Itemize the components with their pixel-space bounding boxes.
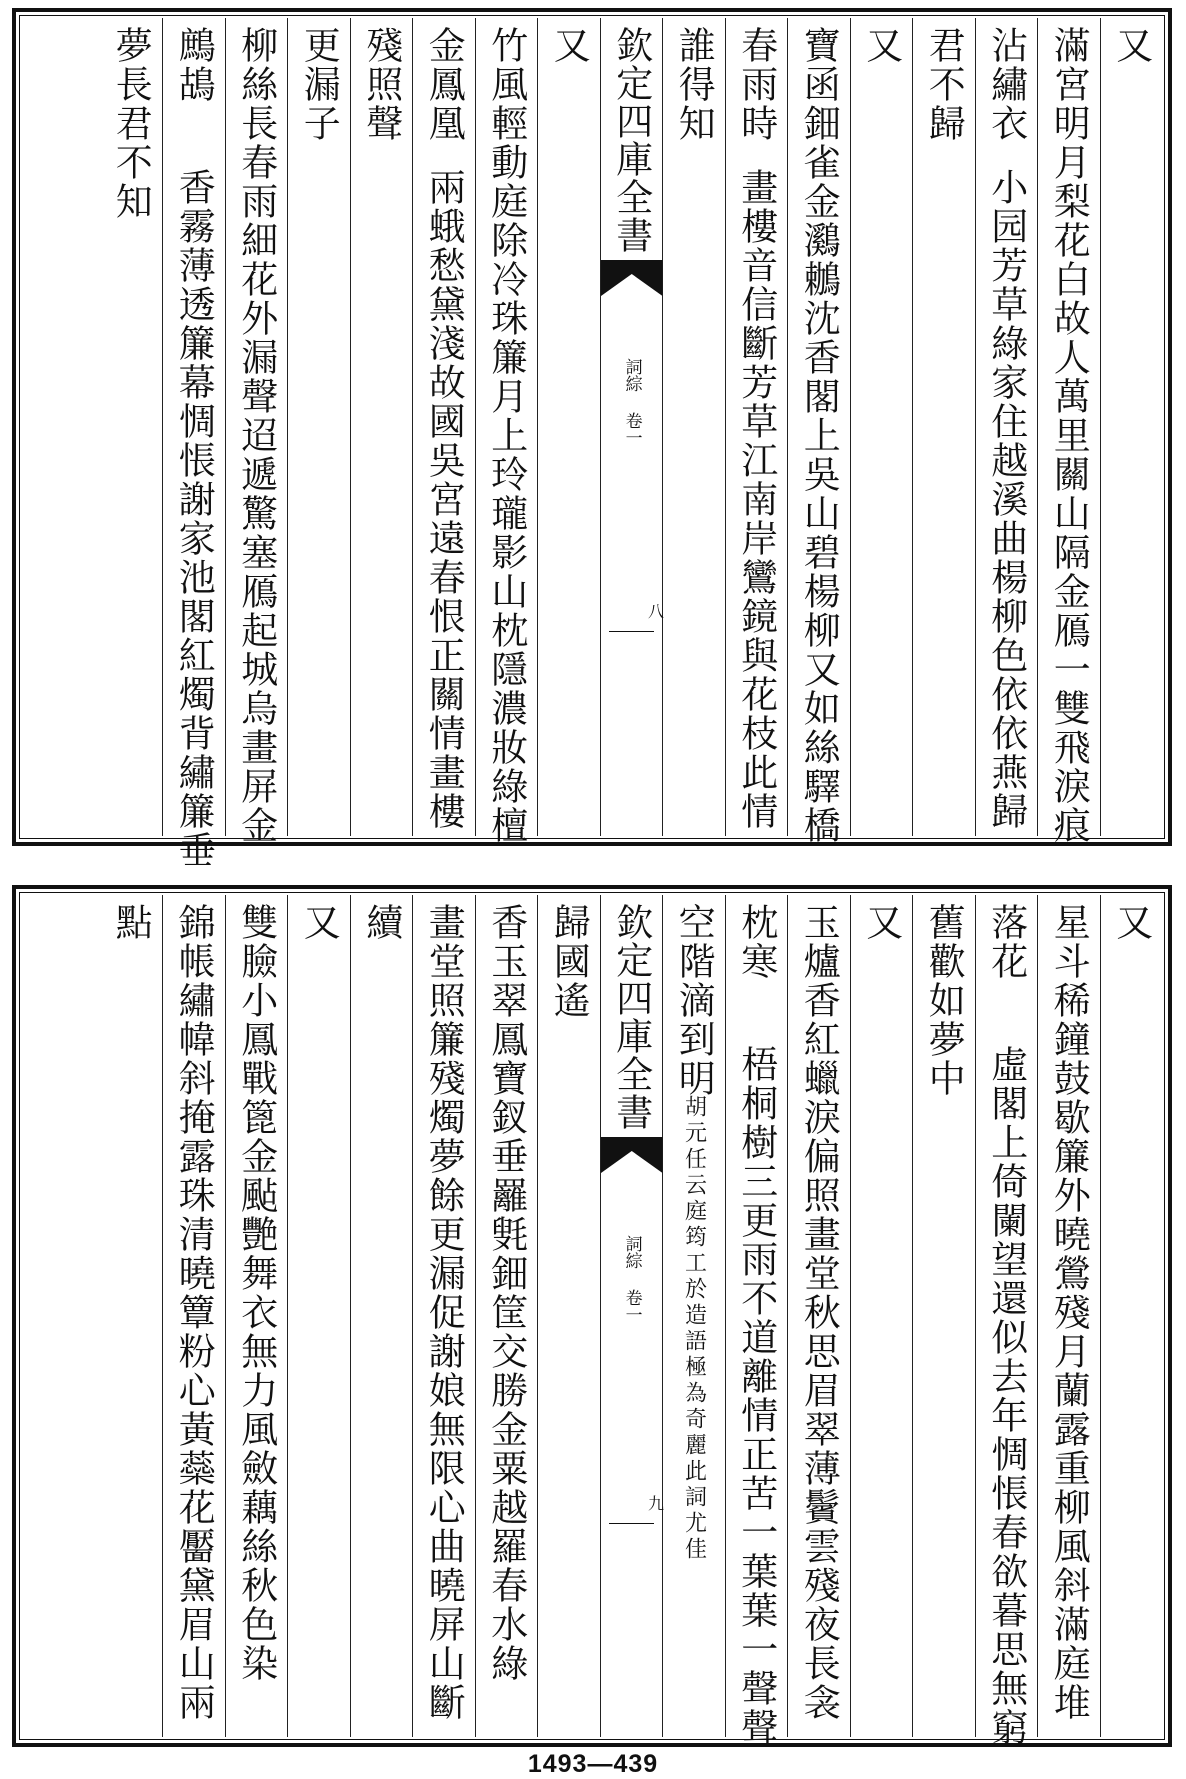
- bottom-page-columns: [22, 895, 1162, 1747]
- text-column: [850, 895, 913, 1737]
- column-text: 畫堂照簾殘燭夢餘更漏促謝娘無限心曲曉屏山斷: [422, 903, 466, 1722]
- page-divider: [609, 631, 655, 632]
- fishtail-mark-icon: [601, 1137, 663, 1173]
- column-text: 沾繡衣: [984, 26, 1028, 143]
- text-column: [225, 18, 288, 845]
- text-column: [350, 895, 413, 1737]
- top-page-frame: [12, 8, 1172, 870]
- column-text: 又: [1109, 903, 1153, 942]
- text-column: [287, 895, 350, 1737]
- book-title: 欽定四庫全書: [609, 903, 653, 1131]
- column-continuation-text: 虛閣上倚闌望還似去年惆悵春欲暮思無窮: [984, 1045, 1028, 1747]
- text-column: [787, 895, 850, 1737]
- column-continuation-text: 兩蛾愁黛淺故國吳宮遠春恨正關情畫樓: [422, 168, 466, 831]
- text-column: [975, 895, 1038, 1747]
- column-text: 竹風輕動庭除冷珠簾月上玲瓏影山枕隱濃妝綠檀: [484, 26, 528, 845]
- column-text: 又: [297, 903, 341, 942]
- top-page-columns: [22, 18, 1162, 870]
- text-column: [912, 895, 975, 1737]
- column-text: 舊歡如夢中: [922, 903, 966, 1098]
- text-column: [975, 18, 1038, 836]
- text-column: [100, 18, 163, 836]
- bottom-page-frame: [12, 885, 1172, 1747]
- text-column: [475, 18, 538, 845]
- text-column: [162, 895, 225, 1737]
- book-title: 欽定四庫全書: [609, 26, 653, 254]
- column-text: 殘照聲: [359, 26, 403, 143]
- column-continuation-text: 香霧薄透簾幕惆悵謝家池閣紅燭背繡簾垂: [172, 168, 216, 870]
- text-column: [1037, 895, 1100, 1737]
- text-column: [350, 18, 413, 836]
- volume-label: 詞綜 卷一: [621, 358, 642, 446]
- column-text: 錦帳繡幃斜掩露珠清曉簟粉心黃蘂花靨黛眉山兩: [172, 903, 216, 1722]
- column-text: 鷓鴣: [172, 26, 216, 104]
- text-column: [537, 18, 600, 836]
- text-column: [1100, 895, 1163, 1737]
- text-column: [912, 18, 975, 836]
- column-text: 又: [859, 903, 903, 942]
- leaf-number: 八: [645, 603, 665, 619]
- column-text: 君不歸: [922, 26, 966, 143]
- text-column: [850, 18, 913, 836]
- column-text: 更漏子: [297, 26, 341, 143]
- text-column: [1100, 18, 1163, 836]
- fishtail-mark-icon: [601, 260, 663, 296]
- column-text: 又: [859, 26, 903, 65]
- column-text: 香玉翠鳳寶釵垂䍦㲣鈿筐交勝金粟越羅春水綠: [484, 903, 528, 1683]
- column-text: 柳絲長春雨細花外漏聲迢遞驚塞鴈起城烏畫屏金: [234, 26, 278, 845]
- column-text: 又: [547, 26, 591, 65]
- page-footer-number: 1493—439: [527, 1750, 659, 1778]
- column-text: 空階滴到明: [672, 903, 716, 1098]
- column-text: 星斗稀鐘鼓歇簾外曉鶯殘月蘭露重柳風斜滿庭堆: [1047, 903, 1091, 1722]
- text-column: [162, 18, 225, 870]
- center-column: [600, 18, 663, 836]
- column-text: 續: [359, 903, 403, 942]
- text-column: [475, 895, 538, 1737]
- column-text: 滿宮明月梨花白故人萬里關山隔金鴈一雙飛淚痕: [1047, 26, 1091, 845]
- text-column: [287, 18, 350, 836]
- column-continuation-text: 畫樓音信斷芳草江南岸鸞鏡與花枝此情: [734, 168, 778, 831]
- volume-label: 詞綜 卷一: [621, 1235, 642, 1323]
- column-text: 點: [109, 903, 153, 942]
- column-text: 誰得知: [672, 26, 716, 143]
- column-text: 玉爐香紅蠟淚偏照畫堂秋思眉翠薄鬢雲殘夜長衾: [797, 903, 841, 1722]
- text-column: [1037, 18, 1100, 845]
- commentary-note: 胡元任云庭筠工於造語極為奇麗此詞尤佳: [681, 1095, 707, 1563]
- text-column: [662, 18, 725, 836]
- text-column: [225, 895, 288, 1737]
- column-text: 雙臉小鳳戰篦金颭艷舞衣無力風斂藕絲秋色染: [234, 903, 278, 1683]
- text-column: [412, 18, 475, 836]
- center-column: [600, 895, 663, 1737]
- text-column: [725, 18, 788, 836]
- column-text: 寶函鈿雀金鸂鶒沈香閣上吳山碧楊柳又如絲驛橋: [797, 26, 841, 845]
- text-column: [787, 18, 850, 845]
- column-text: 又: [1109, 26, 1153, 65]
- text-column: [662, 895, 725, 1737]
- column-continuation-text: 小园芳草綠家住越溪曲楊柳色依依燕歸: [984, 168, 1028, 831]
- text-column: [537, 895, 600, 1737]
- column-text: 歸國遙: [547, 903, 591, 1020]
- leaf-number: 九: [645, 1495, 665, 1511]
- column-text: 金鳳凰: [422, 26, 466, 143]
- column-continuation-text: 梧桐樹三更雨不道離情正苦一葉葉一聲聲: [734, 1045, 778, 1747]
- column-text: 夢長君不知: [109, 26, 153, 221]
- column-text: 枕寒: [734, 903, 778, 981]
- text-column: [725, 895, 788, 1747]
- text-column: [412, 895, 475, 1737]
- page-divider: [609, 1523, 655, 1524]
- column-text: 落花: [984, 903, 1028, 981]
- column-text: 春雨時: [734, 26, 778, 143]
- text-column: [100, 895, 163, 1737]
